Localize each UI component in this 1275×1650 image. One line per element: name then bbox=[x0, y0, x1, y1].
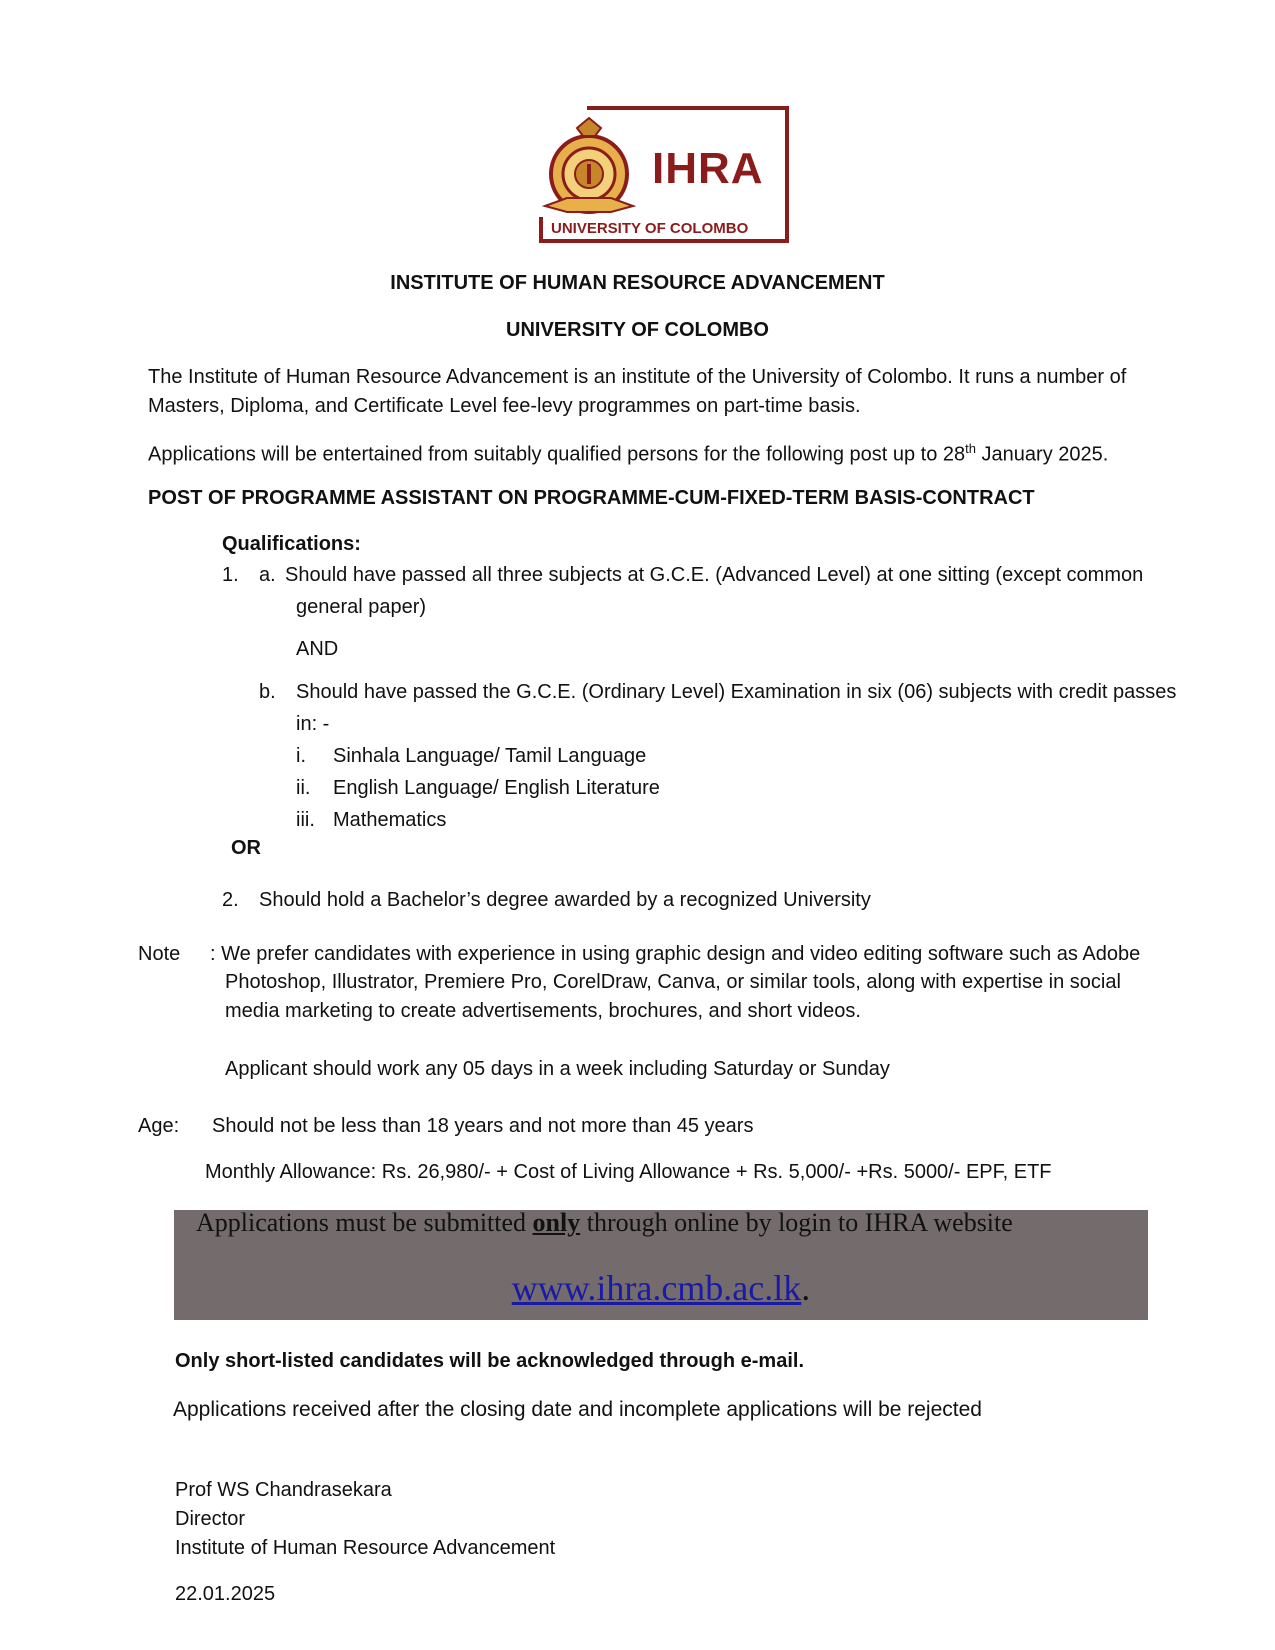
note-line-4: Applicant should work any 05 days in a week including Saturday or Sunday bbox=[225, 1058, 890, 1080]
only-emphasis: only bbox=[532, 1208, 581, 1237]
website-line: www.ihra.cmb.ac.lk. bbox=[511, 1268, 811, 1308]
shortlist-notice: Only short-listed candidates will be acknowledged through e-mail. bbox=[175, 1350, 804, 1372]
monthly-allowance: Monthly Allowance: Rs. 26,980/- + Cost of Living Allowance + Rs. 5,000/- +Rs. 5000/- EPF, ETF bbox=[205, 1161, 1052, 1183]
qualification-1a-label: a. bbox=[259, 564, 276, 586]
post-title: POST OF PROGRAMME ASSISTANT ON PROGRAMME-CUM-FIXED-TERM BASIS-CONTRACT bbox=[148, 487, 1035, 509]
note-line-1: : We prefer candidates with experience in using graphic design and video editing software such as Adobe bbox=[210, 943, 1141, 965]
signatory-name: Prof WS Chandrasekara bbox=[175, 1479, 392, 1501]
document-date: 22.01.2025 bbox=[175, 1583, 276, 1605]
subject-item: Sinhala Language/ Tamil Language bbox=[333, 745, 647, 767]
signatory-organization: Institute of Human Resource Advancement bbox=[175, 1537, 556, 1559]
qualification-1a-line-1: Should have passed all three subjects at G.C.E. (Advanced Level) at one sitting (except common bbox=[285, 564, 1144, 586]
note-line-3: media marketing to create advertisements, brochures, and short videos. bbox=[225, 1000, 861, 1022]
subject-number: ii. bbox=[296, 777, 311, 799]
or-connector: OR bbox=[231, 837, 261, 859]
heading-institute: INSTITUTE OF HUMAN RESOURCE ADVANCEMENT bbox=[390, 272, 885, 294]
submission-text: Applications must be submitted only through online by login to IHRA website bbox=[196, 1208, 1013, 1237]
website-link[interactable]: www.ihra.cmb.ac.lk bbox=[511, 1268, 802, 1308]
applications-deadline: Applications will be entertained from suitably qualified persons for the following post up to 28th January 2025. bbox=[148, 441, 1109, 466]
ihra-logo bbox=[539, 106, 789, 243]
qualifications-heading: Qualifications: bbox=[222, 533, 361, 555]
note-line-2: Photoshop, Illustrator, Premiere Pro, CorelDraw, Canva, or similar tools, along with expertise in social bbox=[225, 971, 1121, 993]
intro-line-1: The Institute of Human Resource Advancement is an institute of the University of Colombo. It runs a number of bbox=[148, 366, 1127, 388]
signatory-title: Director bbox=[175, 1508, 246, 1530]
subject-number: i. bbox=[296, 745, 306, 767]
heading-university: UNIVERSITY OF COLOMBO bbox=[506, 319, 769, 341]
subject-number: iii. bbox=[296, 809, 315, 831]
subject-item: Mathematics bbox=[333, 809, 447, 831]
rejection-notice: Applications received after the closing date and incomplete applications will be rejected bbox=[173, 1398, 982, 1421]
university-crest-icon bbox=[539, 114, 639, 214]
logo-text: IHRA bbox=[652, 144, 764, 193]
age-requirement: Should not be less than 18 years and not more than 45 years bbox=[212, 1115, 754, 1137]
intro-line-2: Masters, Diploma, and Certificate Level fee-levy programmes on part-time basis. bbox=[148, 395, 861, 417]
and-connector: AND bbox=[296, 638, 339, 660]
qualification-1b-line-1: Should have passed the G.C.E. (Ordinary Level) Examination in six (06) subjects with credit passes bbox=[296, 681, 1177, 703]
note-label: Note bbox=[138, 943, 181, 965]
qualification-1b-line-2: in: - bbox=[296, 713, 330, 735]
qualification-1a-line-2: general paper) bbox=[296, 596, 427, 618]
age-label: Age: bbox=[138, 1115, 180, 1137]
subject-item: English Language/ English Literature bbox=[333, 777, 660, 799]
qualification-2-number: 2. bbox=[222, 889, 239, 911]
qualification-1-number: 1. bbox=[222, 564, 239, 586]
logo-subtitle: UNIVERSITY OF COLOMBO bbox=[551, 220, 749, 237]
qualification-2-text: Should hold a Bachelor’s degree awarded by a recognized University bbox=[259, 889, 871, 911]
qualification-1b-label: b. bbox=[259, 681, 276, 703]
